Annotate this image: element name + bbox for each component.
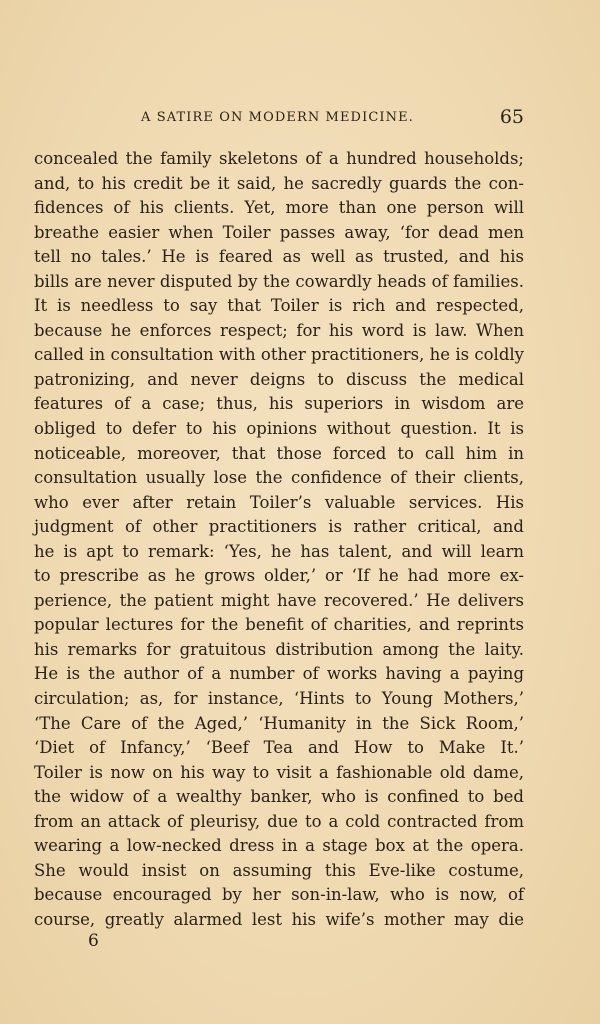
text-line: concealed the family skeletons of a hundred households; — [34, 149, 524, 168]
text-line: who ever after retain Toiler’s valuable services. His — [34, 492, 524, 512]
text-line: course, greatly alarmed lest his wife’s mother may die — [34, 909, 524, 929]
text-line: ‘The Care of the Aged,’ ‘Humanity in the Sick Room,’ — [34, 713, 524, 733]
text-line: because he enforces respect; for his word is law. When — [34, 320, 524, 340]
text-line: Toiler is now on his way to visit a fashionable old dame, — [34, 762, 524, 782]
text-line: fidences of his clients. Yet, more than one person will — [34, 198, 524, 218]
text-line: he is apt to remark: ‘Yes, he has talent, and will learn — [34, 541, 524, 561]
text-line: features of a case; thus, his superiors in wisdom are — [34, 394, 524, 414]
text-line: perience, the patient might have recovered.’ He delivers — [34, 590, 524, 610]
text-line: It is needless to say that Toiler is rich and respected, — [34, 296, 524, 316]
text-line: tell no tales.’ He is feared as well as trusted, and his — [34, 247, 524, 267]
page-number: 65 — [499, 106, 524, 128]
text-line: consultation usually lose the confidence of their clients, — [34, 468, 524, 488]
text-line: from an attack of pleurisy, due to a cold contracted from — [34, 811, 524, 831]
signature-mark: 6 — [88, 931, 99, 951]
text-line: to prescribe as he grows older,’ or ‘If he had more ex- — [34, 566, 524, 586]
text-line: judgment of other practitioners is rather critical, and — [34, 517, 524, 537]
text-line: He is the author of a number of works having a paying — [34, 664, 524, 684]
text-line: noticeable, moreover, that those forced to call him in — [34, 443, 524, 463]
text-line: breathe easier when Toiler passes away, ‘for dead men — [34, 222, 524, 242]
running-title: A SATIRE ON MODERN MEDICINE. — [141, 110, 414, 125]
body-text — [34, 147, 524, 933]
text-line: his remarks for gratuitous distribution among the laity. — [34, 639, 524, 659]
text-line: popular lectures for the benefit of charities, and reprints — [34, 615, 524, 635]
running-head — [34, 106, 524, 130]
text-line: patronizing, and never deigns to discuss the medical — [34, 369, 524, 389]
text-line: the widow of a wealthy banker, who is confined to bed — [34, 787, 524, 807]
text-line: circulation; as, for instance, ‘Hints to Young Mothers,’ — [34, 689, 524, 709]
text-line: ‘Diet of Infancy,’ ‘Beef Tea and How to Make It.’ — [34, 738, 524, 758]
text-line: She would insist on assuming this Eve-like costume, — [34, 860, 524, 880]
text-line: obliged to defer to his opinions without question. It is — [34, 419, 524, 439]
text-line: called in consultation with other practitioners, he is coldly — [34, 345, 524, 365]
text-line: bills are never disputed by the cowardly heads of families. — [34, 271, 524, 291]
text-line: because encouraged by her son-in-law, who is now, of — [34, 885, 524, 905]
text-line: and, to his credit be it said, he sacredly guards the con- — [34, 173, 524, 193]
text-line: wearing a low-necked dress in a stage box at the opera. — [34, 836, 524, 856]
